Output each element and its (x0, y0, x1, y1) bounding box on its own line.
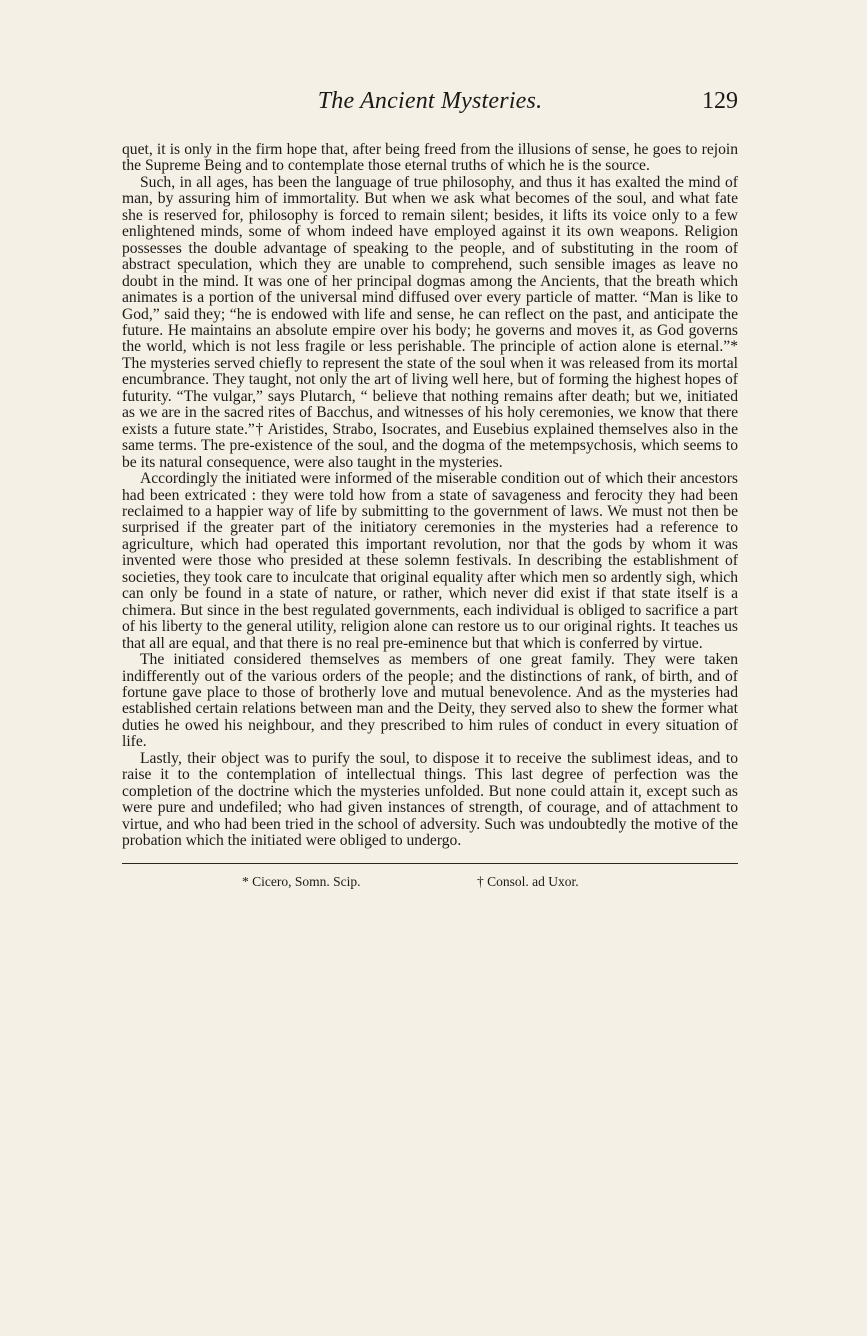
footnotes (122, 874, 738, 898)
page-header (122, 88, 738, 128)
body-text (122, 142, 738, 849)
footnote-cicero: * Cicero, Somn. Scip. (242, 874, 361, 890)
paragraph-philosophy: Such, in all ages, has been the language of true philosophy, and thus it has exalted the mind of man, by assuring him of immortality. But when we ask what becomes of the soul, and what fate she is reserved for, philosophy is forced to remain silent; besides, it lifts its voice only to a few enlightened minds, some of whom indeed have employed against it its own weapons. Religion possesses the double advantage of speaking to the people, and of substituting in the room of abstract speculation, which they are unable to comprehend, such sensible images as leave no doubt in the mind. It was one of her principal dogmas among the Ancients, that the breath which animates is a portion of the universal mind diffused over every particle of matter. “Man is like to God,” said they; “he is endowed with life and sense, he can reflect on the past, and anticipate the future. He maintains an absolute empire over his body; he governs and moves it, as God governs the world, which is not less fragile or less perishable. The principle of action alone is eternal.”* The mysteries served chiefly to represent the state of the soul when it was released from its mortal encumbrance. They taught, not only the art of living well here, but of forming the highest hopes of futurity. “The vulgar,” says Plutarch, “ believe that nothing remains after death; but we, initiated as we are in the sacred rites of Bacchus, and witnesses of his holy ceremonies, we know that there exists a future state.”† Aristides, Strabo, Isocrates, and Eusebius explained themselves also in the same terms. The pre-existence of the soul, and the dogma of the metempsychosis, which seems to be its natural consequence, were also taught in the mysteries. (122, 173, 738, 471)
book-page (122, 88, 738, 898)
footnote-divider (122, 863, 738, 864)
paragraph-continuation: quet, it is only in the firm hope that, after being freed from the illusions of sense, he goes to rejoin the Supreme Being and to contemplate those eternal truths of which he is the source. (122, 141, 738, 175)
running-title: The Ancient Mysteries. (317, 88, 543, 114)
paragraph-family: The initiated considered themselves as members of one great family. They were taken indifferently out of the various orders of the people; and the distinctions of rank, of birth, and of fortune gave place to those of brotherly love and mutual benevolence. And as the mysteries had established certain relations between man and the Deity, they served also to shew the former what duties he owed his neighbour, and they prescribed to him rules of conduct in every situation of life. (122, 651, 738, 751)
paragraph-initiated-condition: Accordingly the initiated were informed of the miserable condition out of which their ancestors had been extricated : they were told how from a state of savageness and ferocity they had been reclaimed to a happier way of life by submitting to the government of laws. We must not then be surprised if the greater part of the initiatory ceremonies in the mysteries had a reference to agriculture, which had operated this important revolution, nor that the gods by whom it was invented were those who presided at these solemn festivals. In describing the establishment of societies, they took care to inculcate that original equality after which men so ardently sigh, which can only be found in a state of nature, or rather, which never did exist if that state itself is a chimera. But since in the best regulated governments, each individual is obliged to sacrifice a part of his liberty to the general utility, religion alone can restore us to our original rights. It teaches us that all are equal, and that there is no real pre-eminence but that which is conferred by virtue. (122, 470, 738, 652)
paragraph-lastly: Lastly, their object was to purify the soul, to dispose it to receive the sublimest ideas, and to raise it to the contemplation of intellectual things. This last degree of perfection was the completion of the doctrine which the mysteries unfolded. But none could attain it, except such as were pure and undefiled; who had given instances of strength, of courage, and of attachment to virtue, and who had been tried in the school of adversity. Such was undoubtedly the motive of the probation which the initiated were obliged to undergo. (122, 749, 738, 850)
page-number: 129 (702, 88, 738, 114)
footnote-consol: † Consol. ad Uxor. (477, 874, 579, 890)
